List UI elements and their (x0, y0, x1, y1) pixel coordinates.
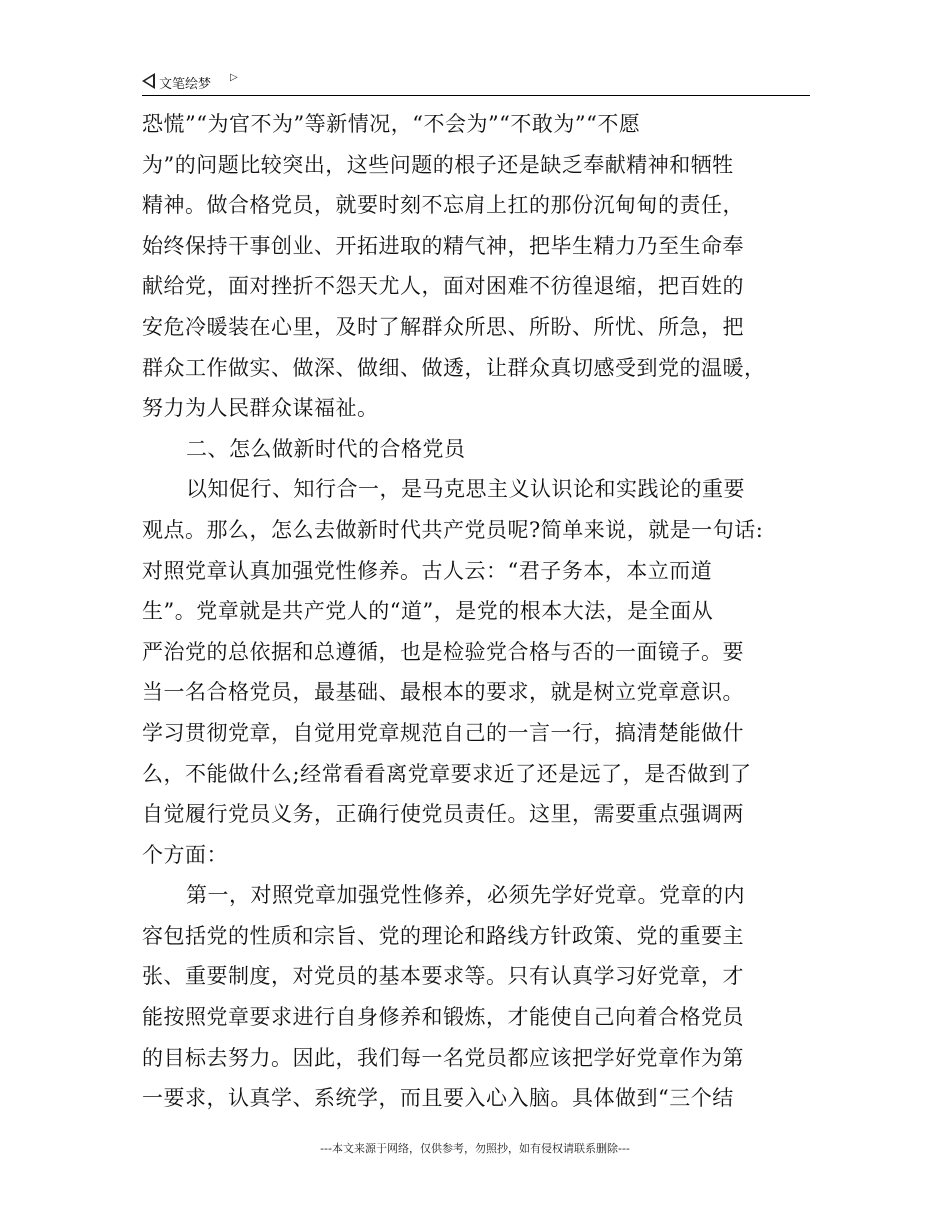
text-line: 生”。党章就是共产党人的“道”，是党的根本大法，是全面从 (142, 599, 714, 624)
text-line: 个方面： (142, 842, 228, 867)
text-line: 努力为人民群众谋福祉。 (142, 396, 379, 421)
text-line: 学习贯彻党章，自觉用党章规范自己的一言一行，搞清楚能做什 (142, 720, 744, 745)
text-line: 精神。做合格党员，就要时刻不忘肩上扛的那份沉甸甸的责任， (142, 193, 744, 218)
left-triangle-icon (142, 73, 155, 89)
text-line: 群众工作做实、做深、做细、做透，让群众真切感受到党的温暖， (142, 355, 766, 380)
text-line: 当一名合格党员，最基础、最根本的要求，就是树立党章意识。 (142, 680, 744, 705)
paragraph-first-line: 以知促行、知行合一，是马克思主义认识论和实践论的重要 (186, 477, 745, 502)
text-line: 能按照党章要求进行自身修养和锻炼，才能使自己向着合格党员 (142, 1005, 744, 1030)
text-line: 一要求，认真学、系统学，而且要入心入脑。具体做到“三个结 (142, 1086, 734, 1111)
right-triangle-icon: ▷ (230, 72, 238, 83)
text-line: 自觉履行党员义务，正确行使党员责任。这里，需要重点强调两 (142, 802, 744, 827)
text-line: 容包括党的性质和宗旨、党的理论和路线方针政策、党的重要主 (142, 923, 744, 948)
page-header (142, 72, 810, 94)
text-line: 张、重要制度，对党员的基本要求等。只有认真学习好党章，才 (142, 964, 744, 989)
text-line: 恐慌”“为官不为”等新情况，“不会为”“不敢为”“不愿 (142, 112, 641, 136)
text-line: 始终保持干事创业、开拓进取的精气神，把毕生精力乃至生命奉 (142, 233, 744, 258)
header-rule (142, 95, 810, 96)
text-line: 观点。那么，怎么去做新时代共产党员呢?简单来说，就是一句话: (142, 517, 764, 542)
paragraph-first-line: 第一，对照党章加强党性修养，必须先学好党章。党章的内 (186, 883, 745, 908)
header-brand: 文笔绘梦 (159, 77, 212, 92)
text-line: 严治党的总依据和总遵循，也是检验党合格与否的一面镜子。要 (142, 639, 744, 664)
text-line: 对照党章认真加强党性修养。古人云：“君子务本，本立而道 (142, 558, 713, 583)
page-footer: ---本文来源于网络，仅供参考，勿照抄，如有侵权请联系删除--- (320, 1142, 630, 1155)
text-line: 为”的问题比较突出，这些问题的根子还是缺乏奉献精神和牺牲 (142, 152, 734, 177)
text-line: 么，不能做什么;经常看看离党章要求近了还是远了，是否做到了 (142, 761, 752, 786)
text-line: 安危冷暖装在心里，及时了解群众所思、所盼、所忧、所急，把 (142, 314, 744, 339)
document-body (142, 104, 810, 1119)
section-heading: 二、怎么做新时代的合格党员 (186, 436, 466, 461)
text-line: 的目标去努力。因此，我们每一名党员都应该把学好党章作为第 (142, 1045, 744, 1070)
text-line: 献给党，面对挫折不怨天尤人，面对困难不彷徨退缩，把百姓的 (142, 274, 744, 299)
